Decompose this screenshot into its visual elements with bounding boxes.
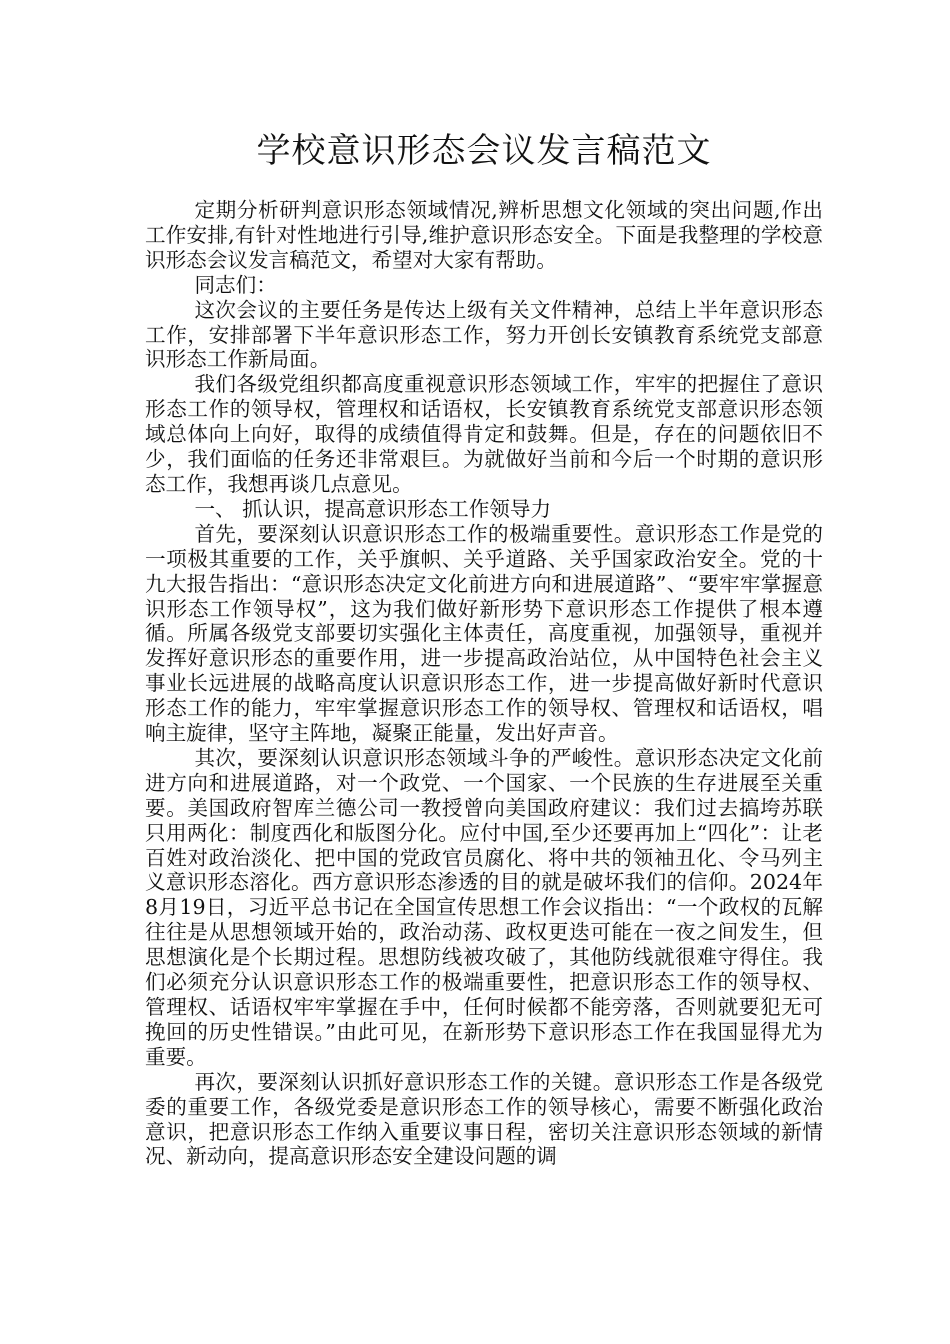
- document-body: [145, 198, 823, 1169]
- section-heading: 一、 抓认识，提高意识形态工作领导力: [194, 496, 552, 521]
- body-paragraph: 其次，要深刻认识意识形态领域斗争的严峻性。意识形态决定文化前进方向和进展道路，对一个政党、一个国家、一个民族的生存进展至关重要。美国政府智库兰德公司一教授曾向美国政府建议：我们过去搞垮苏联只用两化：制度西化和版图分化。应付中国,至少还要再加上“四化”：让老百姓对政治淡化、把中国的党政官员腐化、将中共的领袖丑化、令马列主义意识形态溶化。西方意识形态渗透的目的就是破坏我们的信仰。2024年8月19日，习近平总书记在全国宣传思想工作会议指出：“一个政权的瓦解往往是从思想领域开始的，政治动荡、政权更迭可能在一夜之间发生，但思想演化是个长期过程。思想防线被攻破了，其他防线就很难守得住。我们必须充分认识意识形态工作的极端重要性，把意识形态工作的领导权、管理权、话语权牢牢掌握在手中，任何时候都不能旁落，否则就要犯无可挽回的历史性错误。”由此可见，在新形势下意识形态工作在我国显得尤为重要。: [145, 745, 824, 1069]
- body-paragraph: 首先，要深刻认识意识形态工作的极端重要性。意识形态工作是党的一项极其重要的工作，关乎旗帜、关乎道路、关乎国家政治安全。党的十九大报告指出：“意识形态决定文化前进方向和进展道路”、“要牢牢掌握意识形态工作领导权”，这为我们做好新形势下意识形态工作提供了根本遵循。所属各级党支部要切实强化主体责任，高度重视，加强领导，重视并发挥好意识形态的重要作用，进一步提高政治站位，从中国特色社会主义事业长远进展的战略高度认识意识形态工作，进一步提高做好新时代意识形态工作的能力，牢牢掌握意识形态工作的领导权、管理权和话语权，唱响主旋律，坚守主阵地，凝聚正能量，发出好声音。: [145, 521, 823, 746]
- body-paragraph: 我们各级党组织都高度重视意识形态领域工作，牢牢的把握住了意识形态工作的领导权，管理权和话语权，长安镇教育系统党支部意识形态领域总体向上向好，取得的成绩值得肯定和鼓舞。但是，存在的问题依旧不少，我们面临的任务还非常艰巨。为就做好当前和今后一个时期的意识形态工作，我想再谈几点意见。: [145, 372, 823, 496]
- intro-paragraph: 定期分析研判意识形态领域情况,辨析思想文化领域的突出问题,作出工作安排,有针对性地进行引导,维护意识形态安全。下面是我整理的学校意识形态会议发言稿范文，希望对大家有帮助。: [145, 198, 823, 272]
- document-title: 学校意识形态会议发言稿范文: [256, 131, 712, 171]
- body-paragraph: 再次，要深刻认识抓好意识形态工作的关键。意识形态工作是各级党委的重要工作，各级党委是意识形态工作的领导核心，需要不断强化政治意识，把意识形态工作纳入重要议事日程，密切关注意识形态领域的新情况、新动向，提高意识形态安全建设问题的调: [145, 1069, 823, 1169]
- salutation: 同志们：: [194, 272, 277, 297]
- document-page: [145, 0, 823, 1169]
- body-paragraph: 这次会议的主要任务是传达上级有关文件精神，总结上半年意识形态工作，安排部署下半年意识形态工作，努力开创长安镇教育系统党支部意识形态工作新局面。: [145, 297, 823, 372]
